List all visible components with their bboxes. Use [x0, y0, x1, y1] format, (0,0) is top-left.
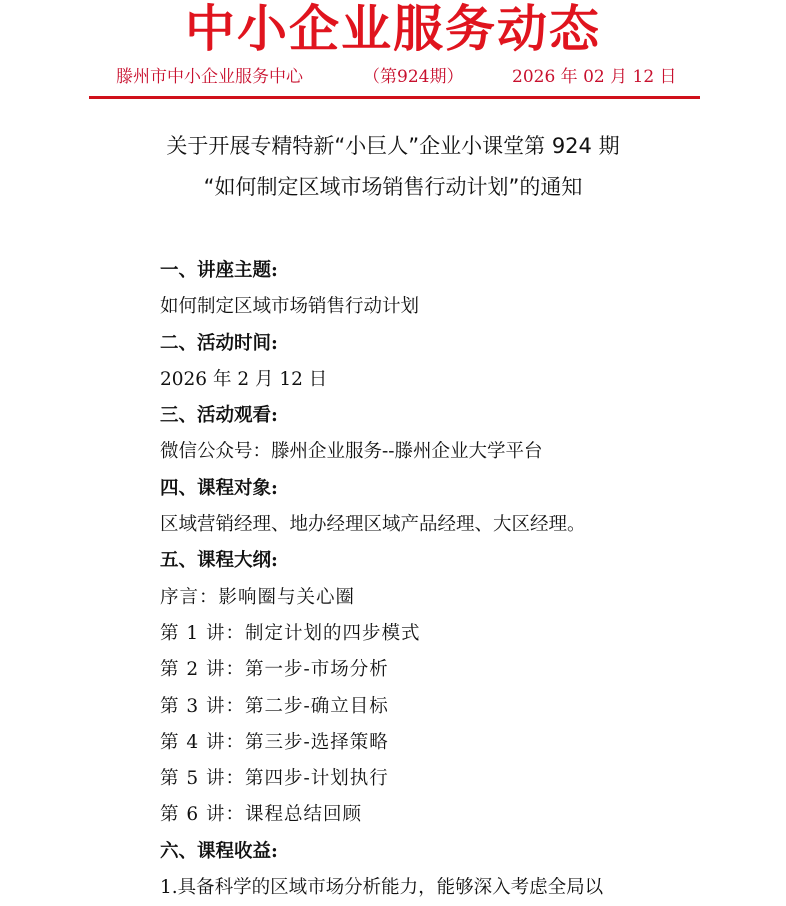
issue-info-line — [116, 64, 696, 90]
header-divider — [89, 96, 700, 99]
outline-item: 序言：影响圈与关心圈 — [160, 586, 356, 608]
notice-body — [160, 253, 720, 906]
issuing-organization: 滕州市中小企业服务中心 — [116, 67, 303, 87]
notice-title-line-1: 关于开展专精特新“小巨人”企业小课堂第 924 期 — [166, 134, 620, 158]
issue-date: 2026 年 02 月 12 日 — [512, 67, 677, 87]
section-heading: 六、课程收益: — [160, 840, 278, 862]
outline-item: 第 3 讲：第二步-确立目标 — [160, 695, 389, 717]
section-heading: 三、活动观看: — [160, 405, 278, 427]
section-heading: 一、讲座主题: — [160, 260, 278, 281]
outline-item: 第 2 讲：第一步-市场分析 — [160, 659, 389, 681]
outline-item: 第 6 讲：课程总结回顾 — [160, 804, 363, 826]
masthead — [0, 0, 786, 60]
outline-item: 第 5 讲：第四步-计划执行 — [160, 768, 389, 790]
section-heading: 四、课程对象: — [160, 477, 278, 499]
lecture-topic: 如何制定区域市场销售行动计划 — [160, 296, 420, 318]
viewing-channel: 微信公众号：滕州企业服务--滕州企业大学平台 — [160, 441, 543, 463]
notice-title-line-2: “如何制定区域市场销售行动计划”的通知 — [203, 175, 583, 199]
outline-item: 第 1 讲：制定计划的四步模式 — [160, 622, 421, 644]
section-heading: 五、课程大纲: — [160, 550, 278, 572]
masthead-title: 中小企业服务动态 — [185, 0, 601, 58]
event-date: 2026 年 2 月 12 日 — [160, 368, 328, 390]
target-audience: 区域营销经理、地办经理区域产品经理、大区经理。 — [160, 514, 586, 536]
benefit-item: 1.具备科学的区域市场分析能力，能够深入考虑全局以 — [160, 877, 604, 899]
outline-item: 第 4 讲：第三步-选择策略 — [160, 731, 389, 753]
section-heading: 二、活动时间: — [160, 332, 278, 354]
issue-number: （第924期） — [363, 67, 464, 87]
